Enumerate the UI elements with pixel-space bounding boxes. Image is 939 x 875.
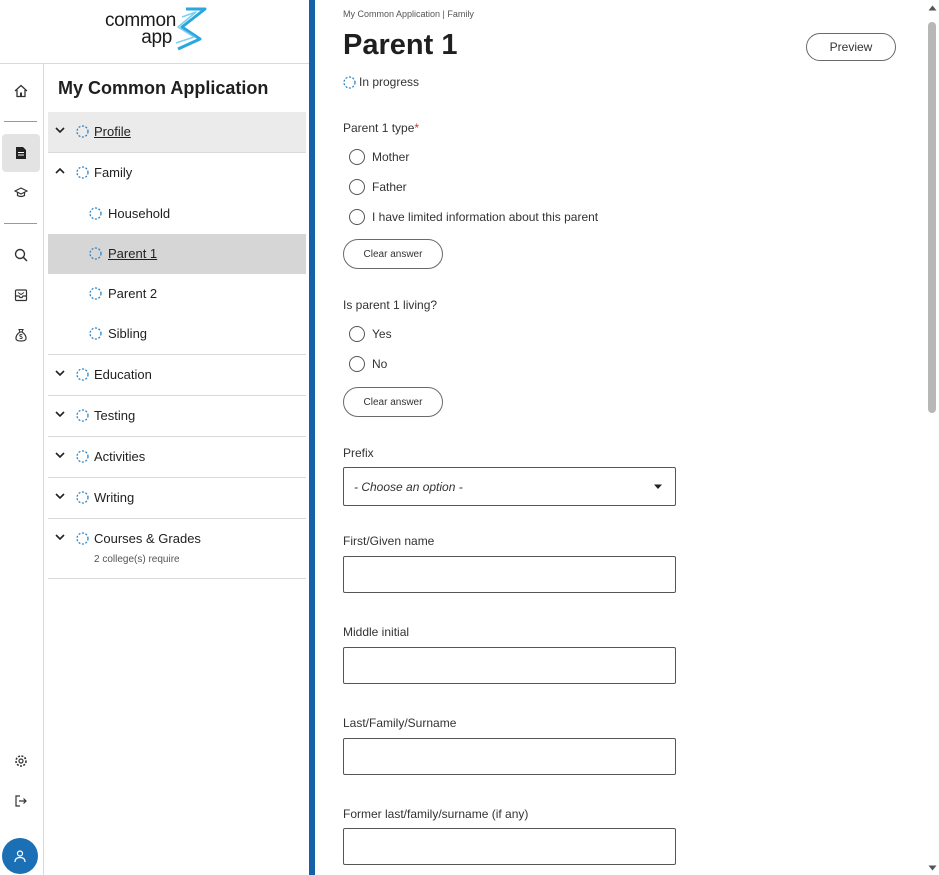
user-icon [13,849,27,863]
radio-circle[interactable] [349,209,365,225]
caret-down-icon [653,484,663,490]
status-text: In progress [359,75,420,89]
radio-father[interactable] [349,179,407,195]
last-name-input[interactable] [343,738,676,775]
radio-label: I have limited information about this parent [372,210,599,224]
sidebar-item-profile[interactable] [48,112,306,153]
sidebar-item-parent-1[interactable] [48,234,306,274]
parent-type-label-text: Parent 1 type [343,121,415,135]
scroll-up-arrow-icon[interactable] [928,5,937,11]
last-name-label: Last/Family/Surname [343,716,457,730]
section-status [343,75,419,89]
in-progress-status-icon [76,166,89,179]
graduation-cap-icon [14,187,28,199]
common-app-logo[interactable] [0,0,309,64]
in-progress-status-icon [76,368,89,381]
sidebar-item-testing[interactable] [48,396,306,437]
radio-limited-information[interactable] [349,209,598,225]
logo-wordmark [100,12,176,46]
document-icon [15,146,27,160]
radio-label: Mother [372,150,410,164]
home-button[interactable] [2,72,40,110]
radio-no[interactable] [349,356,387,372]
radio-circle[interactable] [349,179,365,195]
middle-initial-label: Middle initial [343,625,410,639]
former-last-name-input[interactable] [343,828,676,865]
former-last-name-label: Former last/family/surname (if any) [343,807,529,821]
in-progress-status-icon [89,327,102,340]
section-nav [48,112,306,579]
home-icon [14,84,28,98]
prefix-label: Prefix [343,446,374,460]
sidebar-item-label: Testing [94,408,136,423]
logo-line-1: common [104,10,176,31]
breadcrumb[interactable]: My Common Application | Family [343,9,474,19]
radio-circle[interactable] [349,149,365,165]
in-progress-status-icon [89,207,102,220]
chevron-down-icon [54,367,66,379]
chevron-up-icon [54,165,66,177]
in-progress-status-icon [76,409,89,422]
clear-parent-type-button[interactable]: Clear answer [343,239,443,269]
sidebar-title: My Common Application [58,78,269,98]
sidebar-item-label: Family [94,165,133,180]
sign-out-icon [14,794,28,808]
radio-mother[interactable] [349,149,409,165]
chevron-down-icon [54,531,66,543]
money-bag-icon [14,328,28,342]
chevron-down-icon [54,408,66,420]
chevron-down-icon [54,449,66,461]
sidebar-item-label: Parent 1 [108,246,158,261]
icon-rail [0,64,44,875]
main-scrollbar[interactable] [925,0,939,875]
in-progress-status-icon [89,247,102,260]
radio-circle[interactable] [349,356,365,372]
logo-line-2: app [141,27,172,48]
in-progress-status-icon [76,125,89,138]
college-requirement-note: 2 college(s) require [94,554,180,565]
main-content [315,0,925,875]
sidebar-item-family[interactable] [48,153,306,194]
sidebar-item-writing[interactable] [48,478,306,519]
preview-button[interactable]: Preview [806,33,896,61]
financial-aid-button[interactable] [2,316,40,354]
required-marker: * [414,121,420,135]
radio-label: No [372,357,388,371]
parent-type-label [343,121,419,135]
in-progress-status-icon [76,491,89,504]
sidebar-item-parent-2[interactable] [48,274,306,314]
first-name-label: First/Given name [343,534,435,548]
gear-icon [14,754,28,768]
application-sidebar [44,64,309,875]
search-button[interactable] [2,236,40,274]
radio-circle[interactable] [349,326,365,342]
in-progress-status-icon [76,450,89,463]
radio-label: Yes [372,327,392,341]
prefix-select-value: - Choose an option - [354,480,463,494]
parent-living-label: Is parent 1 living? [343,298,438,312]
sidebar-item-household[interactable] [48,194,306,234]
sidebar-item-label: Parent 2 [108,286,158,301]
college-search-button[interactable] [2,174,40,212]
scrollbar-thumb[interactable] [928,22,936,413]
rail-divider [4,223,37,224]
account-avatar-button[interactable] [2,838,38,874]
chevron-down-icon [54,124,66,136]
page-title: Parent 1 [343,29,458,61]
middle-initial-input[interactable] [343,647,676,684]
prefix-select[interactable] [343,467,676,506]
first-name-input[interactable] [343,556,676,593]
scroll-down-arrow-icon[interactable] [928,865,937,871]
sidebar-item-courses-grades[interactable] [48,519,306,579]
sidebar-item-sibling[interactable] [48,314,306,355]
in-progress-status-icon [89,287,102,300]
logo-mark-icon [172,7,208,51]
inbox-button[interactable] [2,276,40,314]
search-icon [14,248,28,262]
inbox-icon [14,288,28,302]
clear-parent-living-button[interactable]: Clear answer [343,387,443,417]
in-progress-status-icon [76,532,89,545]
sidebar-item-label: Profile [94,124,131,139]
sidebar-item-label: Activities [94,449,146,464]
settings-button[interactable] [2,742,40,780]
sidebar-item-label: Household [108,206,171,221]
sign-out-button[interactable] [2,782,40,820]
sidebar-item-label: Education [94,367,152,382]
sidebar-item-education[interactable] [48,355,306,396]
sidebar-item-label: Sibling [108,326,148,341]
chevron-down-icon [54,490,66,502]
my-application-button[interactable] [2,134,40,172]
rail-divider [4,121,37,122]
in-progress-status-icon [343,76,356,89]
sidebar-item-label: Writing [94,490,135,505]
radio-yes[interactable] [349,326,392,342]
sidebar-item-activities[interactable] [48,437,306,478]
radio-label: Father [372,180,407,194]
sidebar-item-label: Courses & Grades [94,531,201,546]
